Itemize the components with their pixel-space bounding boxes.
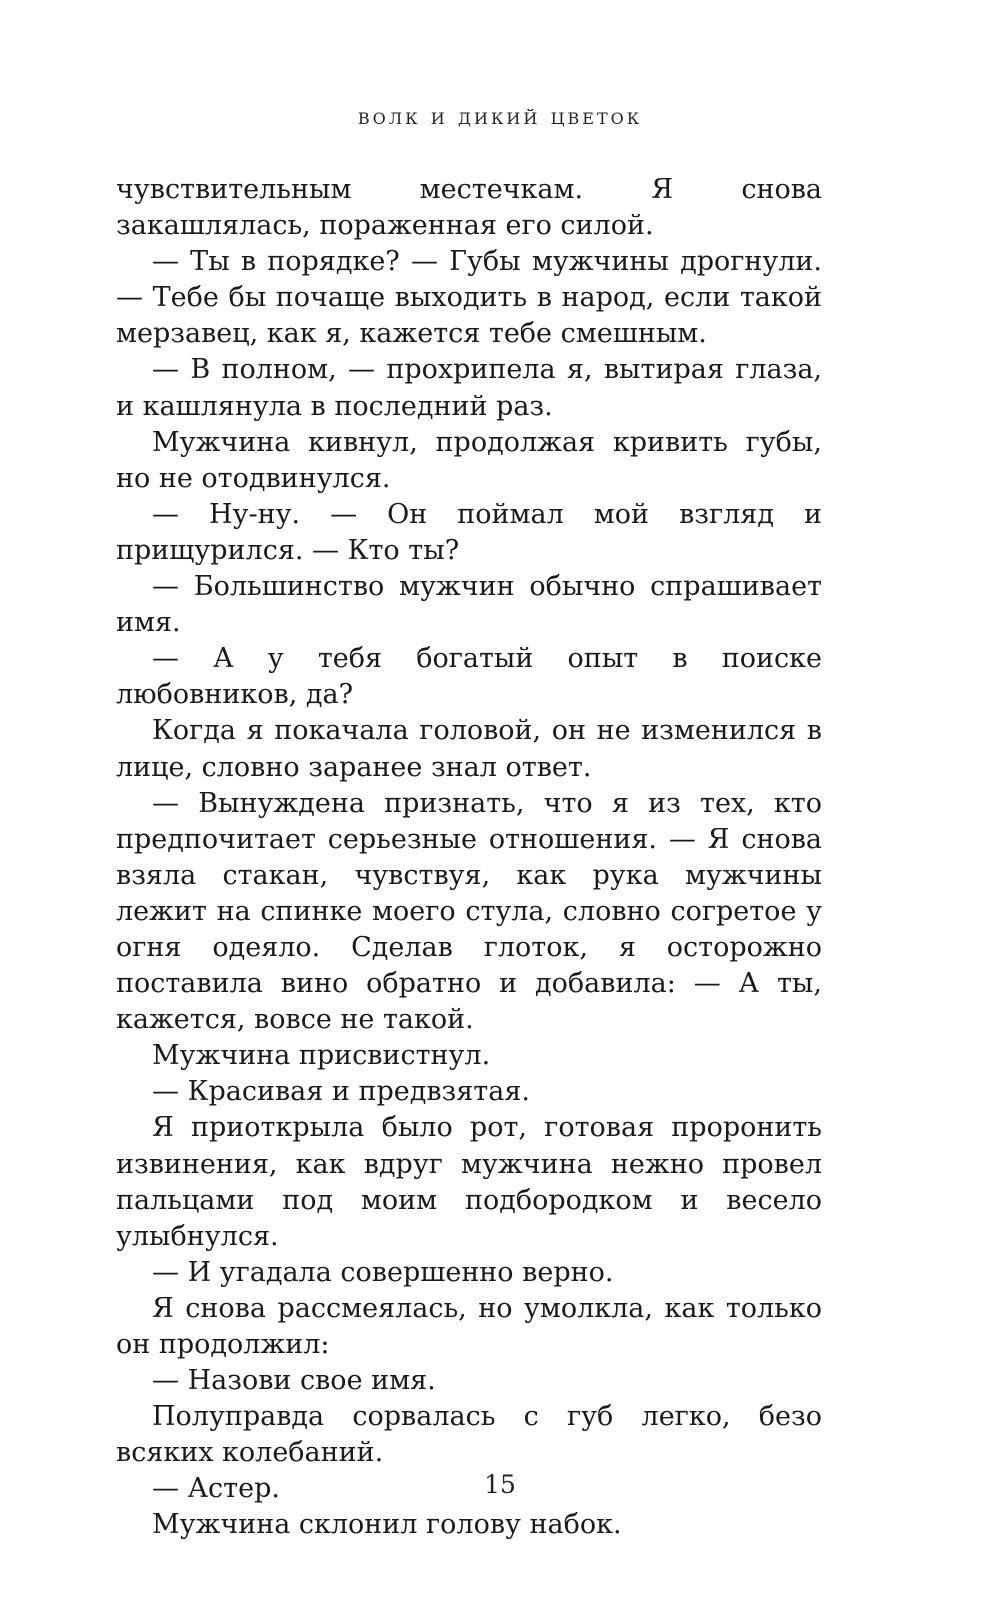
paragraph: Мужчина склонил голову набок.: [152, 1509, 622, 1541]
paragraph: — И угадала совершенно верно.: [152, 1256, 614, 1288]
page-number: 15: [484, 1470, 516, 1499]
paragraph: Я снова рассмеялась, но умолкла, как только он продолжил:: [116, 1292, 822, 1360]
paragraph: — Ты в порядке? — Губы мужчины дрогнули. — Тебе бы почаще выходить в народ, если такой мерзавец, как я, кажется тебе смешным.: [116, 246, 822, 350]
body-text: [116, 172, 822, 1544]
paragraph: — Ну-ну. — Он поймал мой взгляд и прищурился. — Кто ты?: [116, 498, 822, 566]
paragraph: Я приоткрыла было рот, готовая проронить извинения, как вдруг мужчина нежно провел пальцами под моим подбородком и весело улыбнулся.: [116, 1112, 822, 1252]
running-title: волк и дикий цветок: [357, 104, 643, 130]
paragraph: — Большинство мужчин обычно спрашивает имя.: [116, 571, 822, 639]
paragraph: — В полном, — прохрипела я, вытирая глаза, и кашлянула в последний раз.: [116, 354, 822, 422]
paragraph: — А у тебя богатый опыт в поиске любовников, да?: [116, 643, 822, 711]
paragraph: Полуправда сорвалась с губ легко, безо всяких колебаний.: [116, 1401, 822, 1469]
paragraph: — Вынуждена признать, что я из тех, кто предпочитает серьезные отношения. — Я снова взяла стакан, чувствуя, как рука мужчины лежит на спинке моего стула, словно согретое у огня одеяло. Сделав глоток, я осторожно поставила вино обратно и добавила: — А ты, кажется, вовсе не такой.: [116, 787, 822, 1036]
paragraph: Когда я покачала головой, он не изменился в лице, словно заранее знал ответ.: [116, 715, 822, 783]
paragraph: — Астер.: [152, 1473, 280, 1505]
paragraph: Мужчина присвистнул.: [152, 1040, 491, 1072]
paragraph: чувствительным местечкам. Я снова закашлялась, пораженная его силой.: [116, 174, 822, 242]
paragraph: Мужчина кивнул, продолжая кривить губы, но не отодвинулся.: [116, 426, 822, 494]
paragraph: — Назови свое имя.: [152, 1365, 436, 1397]
paragraph: — Красивая и предвзятая.: [152, 1076, 530, 1108]
